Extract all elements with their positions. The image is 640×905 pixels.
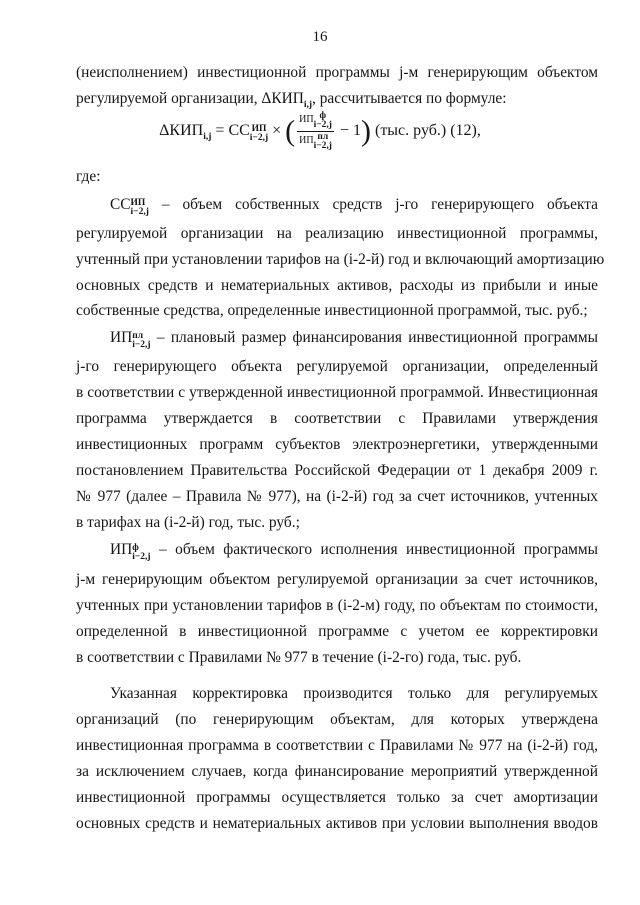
formula-12: $\Delta КИП_{i,j}$ = СС ИП i−2,j × ( ИП ф i−2,j ИП пл i−2,j − 1) (тыс. руб.) (12), bbox=[159, 111, 481, 151]
text-line: регулируемой организации на реализацию инвестиционной программы, bbox=[76, 225, 598, 242]
text-line: j-го генерирующего объекта регулируемой организации, определенный bbox=[76, 358, 598, 375]
paragraph-start: Указанная корректировка производится только для регулируемых bbox=[110, 685, 598, 702]
text-line: (неисполнением) инвестиционной программы j-м генерирующим объектом bbox=[76, 64, 598, 81]
definition-cc: СС ИП i−2,j – объем собственных средств j-го генерирующего объекта bbox=[110, 196, 598, 217]
text-line: за исключением случаев, когда финансирование мероприятий утвержденной bbox=[76, 763, 598, 780]
text-line: инвестиционной программы осуществляется только за счет амортизации bbox=[76, 789, 598, 806]
text-line: учтенный при установлении тарифов на (i-2-й) год и включающий амортизацию bbox=[76, 251, 605, 268]
text-line: собственные средства, определенные инвестиционной программой, тыс. руб.; bbox=[76, 302, 588, 319]
text-line: в тарифах на (i-2-й) год, тыс. руб.; bbox=[76, 514, 300, 531]
formula-fraction: ИП ф i−2,j ИП пл i−2,j bbox=[299, 111, 332, 151]
text-line: регулируемой организации, $\Delta КИП_{i,j}$, рассчитывается по формуле: bbox=[76, 90, 507, 110]
text-line: учтенных при установлении тарифов в (i-2-м) году, по объектам по стоимости, bbox=[76, 597, 598, 614]
text-line: инвестиционная программа в соответствии с Правилами № 977 на (i-2-й) год, bbox=[76, 737, 598, 754]
text-line: основных средств и нематериальных активов при условии выполнения вводов bbox=[76, 815, 598, 832]
text-line: основных средств и нематериальных активов, расходы из прибыли и иные bbox=[76, 277, 598, 294]
text-line: инвестиционных программ субъектов электроэнергетики, утвержденными bbox=[76, 436, 598, 453]
text-line: программа утверждается в соответствии с Правилами утверждения bbox=[76, 410, 598, 427]
text-line: определенной в инвестиционной программе с учетом ее корректировки bbox=[76, 623, 598, 640]
text-line: организаций (по генерирующим объектам, для которых утверждена bbox=[76, 711, 598, 728]
text-line: где: bbox=[76, 168, 101, 185]
text-line: № 977 (далее – Правила № 977), на (i-2-й) год за счет источников, учтенных bbox=[76, 488, 598, 505]
text-line: j-м генерирующим объектом регулируемой организации за счет источников, bbox=[76, 571, 598, 588]
text-line: в соответствии с утвержденной инвестиционной программой. Инвестиционная bbox=[76, 384, 598, 401]
text-line: в соответствии с Правилами № 977 в течение (i-2-го) года, тыс. руб. bbox=[76, 649, 522, 666]
page-number: 16 bbox=[312, 29, 328, 45]
definition-ip-pl: ИП пл i−2,j – плановый размер финансирования инвестиционной программы bbox=[110, 329, 598, 350]
text-line: постановлением Правительства Российской Федерации от 1 декабря 2009 г. bbox=[76, 462, 598, 479]
definition-ip-f: ИП ф i−2,j – объем фактического исполнения инвестиционной программы bbox=[110, 541, 598, 562]
